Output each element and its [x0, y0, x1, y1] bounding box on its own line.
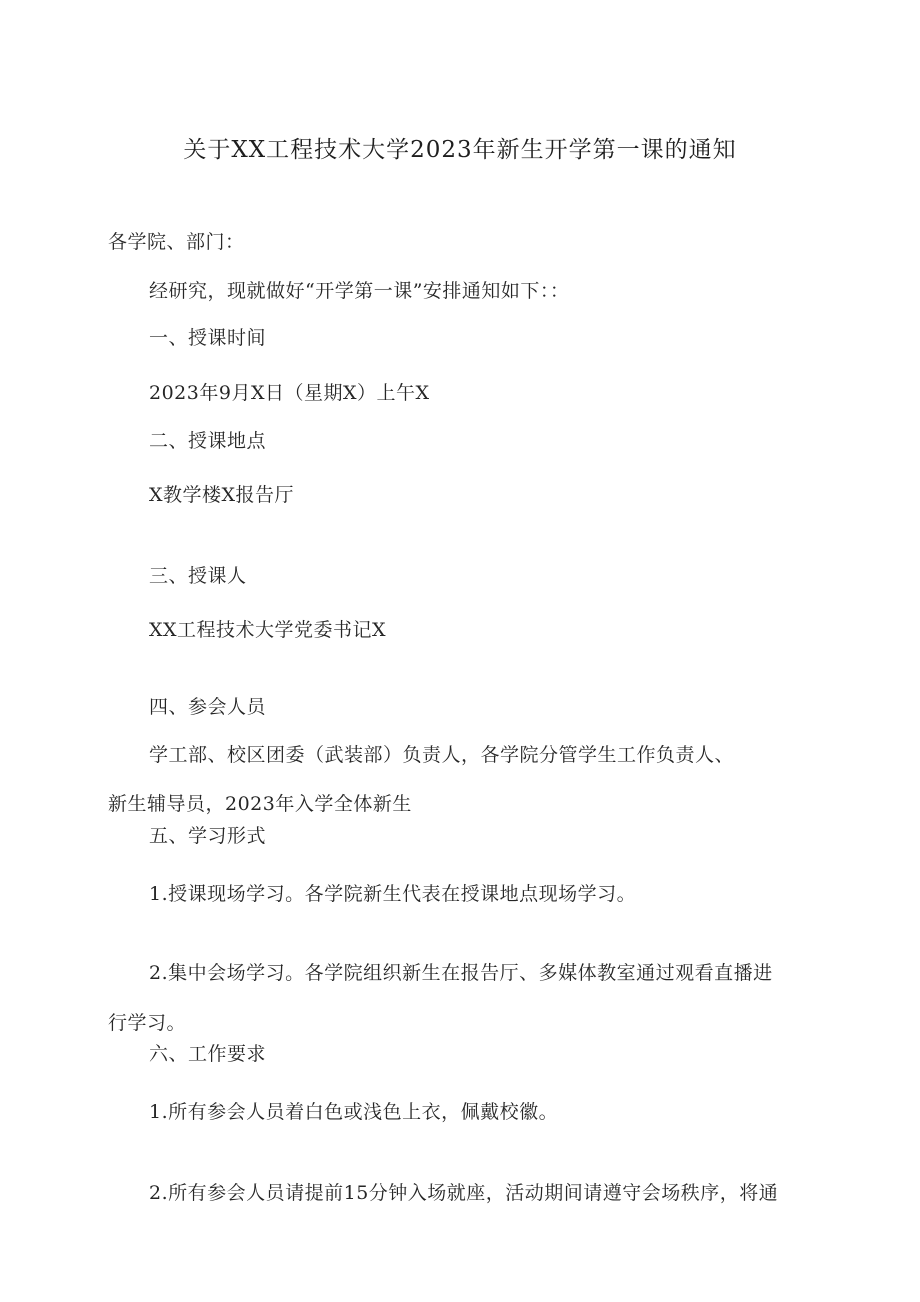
section4-heading: 四、参会人员	[149, 696, 267, 718]
section3-body: XX工程技术大学党委书记X	[149, 619, 387, 641]
section2-body: X教学楼X报告厅	[149, 484, 295, 506]
section3-heading: 三、授课人	[149, 565, 247, 587]
section6-heading: 六、工作要求	[149, 1043, 267, 1065]
section5-item1: 1.授课现场学习。各学院新生代表在授课地点现场学习。	[149, 883, 637, 905]
salutation: 各学院、部门：	[108, 231, 245, 253]
section4-body-line2: 新生辅导员，2023年入学全体新生	[108, 793, 412, 815]
section2-heading: 二、授课地点	[149, 430, 267, 452]
section6-item2-line1: 2.所有参会人员请提前15分钟入场就座，活动期间请遵守会场秩序，将通	[149, 1182, 779, 1204]
section6-item1: 1.所有参会人员着白色或浅色上衣，佩戴校徽。	[149, 1101, 559, 1123]
notice-title: 关于XX工程技术大学2023年新生开学第一课的通知	[183, 137, 737, 163]
intro-paragraph: 经研究，现就做好“开学第一课”安排通知如下：：	[149, 280, 570, 302]
section5-item2-line2: 行学习。	[108, 1012, 187, 1034]
section4-body-line1: 学工部、校区团委（武装部）负责人，各学院分管学生工作负责人、	[149, 744, 735, 766]
section1-body: 2023年9月X日（星期X）上午X	[149, 382, 430, 404]
section5-item2-line1: 2.集中会场学习。各学院组织新生在报告厅、多媒体教室通过观看直播进	[149, 962, 773, 984]
section5-heading: 五、学习形式	[149, 825, 267, 847]
section1-heading: 一、授课时间	[149, 327, 267, 349]
